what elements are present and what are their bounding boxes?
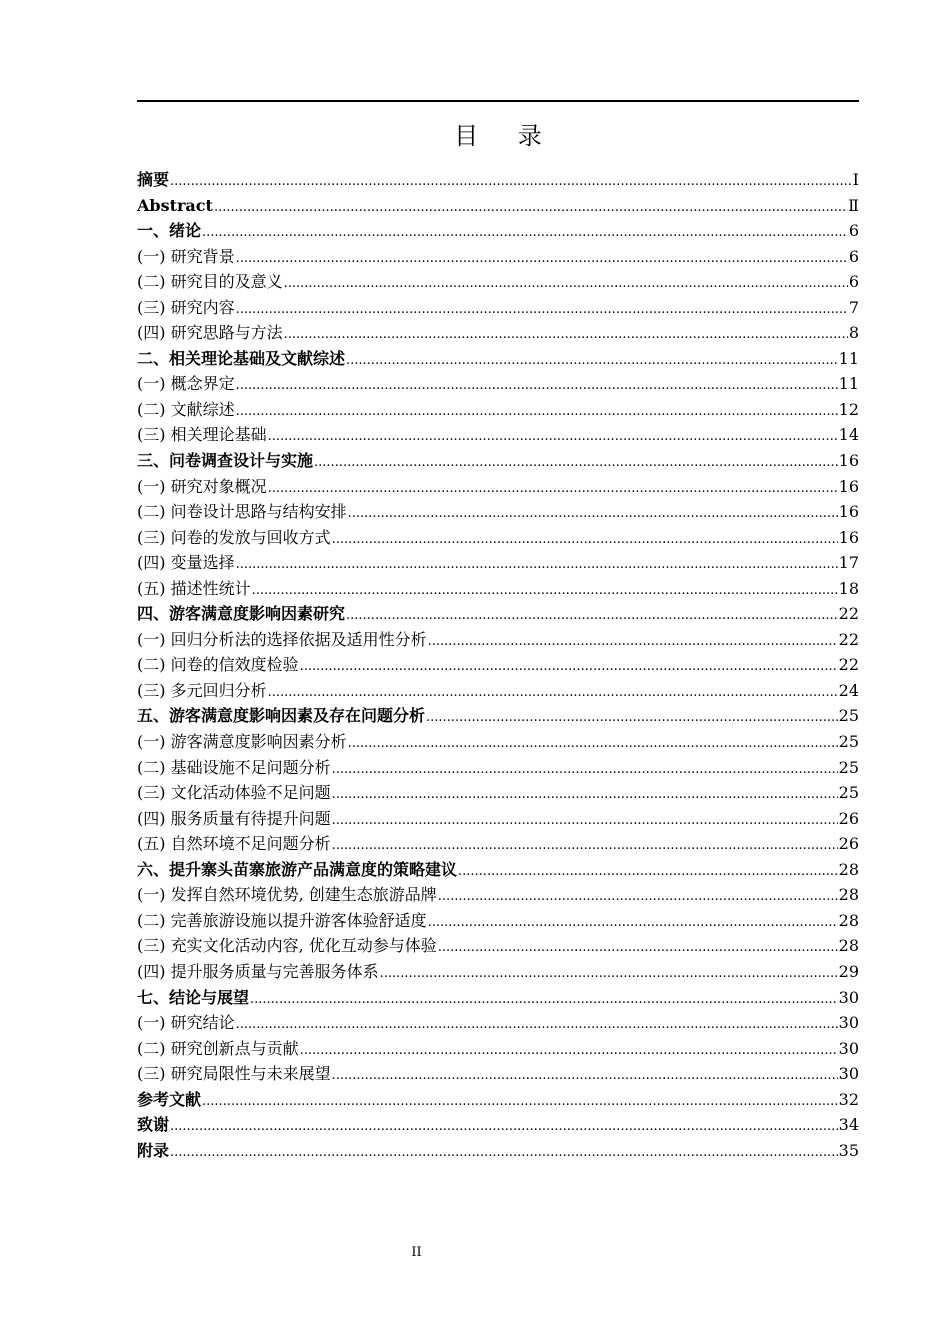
toc-entry[interactable]: [137, 806, 859, 832]
toc-entry[interactable]: [137, 474, 859, 500]
toc-entry-page: 14: [838, 425, 859, 445]
toc-entry[interactable]: [137, 1061, 859, 1087]
toc-dot-leader: [348, 501, 838, 527]
toc-entry-page: 22: [838, 629, 859, 649]
toc-entry-page: 35: [838, 1140, 859, 1160]
toc-entry-page: 17: [838, 553, 859, 573]
toc-entry-label: (四) 研究思路与方法: [137, 323, 283, 343]
toc-entry-label: (三) 多元回归分析: [137, 680, 267, 700]
toc-entry-page: 26: [838, 834, 859, 854]
toc-entry-page: 28: [838, 936, 859, 956]
toc-entry-label: 五、游客满意度影响因素及存在问题分析: [137, 706, 426, 726]
toc-entry-label: 四、游客满意度影响因素研究: [137, 604, 346, 624]
toc-entry-label: (三) 文化活动体验不足问题: [137, 783, 331, 803]
toc-entry-label: (二) 研究创新点与贡献: [137, 1038, 299, 1058]
toc-entry-label: Abstract: [137, 195, 213, 215]
toc-entry-label: (四) 提升服务质量与完善服务体系: [137, 961, 379, 981]
toc-entry-label: (二) 问卷设计思路与结构安排: [137, 502, 347, 522]
toc-entry[interactable]: [137, 703, 859, 729]
toc-entry-page: 25: [838, 706, 859, 726]
toc-dot-leader: [170, 1114, 838, 1140]
toc-dot-leader: [332, 757, 838, 783]
toc-entry-page: 26: [838, 808, 859, 828]
toc-dot-leader: [332, 1063, 838, 1089]
toc-dot-leader: [438, 884, 838, 910]
toc-dot-leader: [438, 935, 838, 961]
toc-entry-label: (二) 问卷的信效度检验: [137, 655, 299, 675]
toc-entry-page: Ⅰ: [852, 170, 859, 189]
toc-entry-page: 11: [838, 348, 859, 368]
toc-dot-leader: [428, 910, 838, 936]
toc-entry[interactable]: [137, 346, 859, 372]
toc-entry-label: 摘要: [137, 170, 170, 189]
toc-entry-page: 30: [838, 987, 859, 1007]
toc-entry-label: (三) 问卷的发放与回收方式: [137, 527, 331, 547]
toc-entry[interactable]: [137, 371, 859, 397]
toc-entry-label: (五) 描述性统计: [137, 578, 251, 598]
toc-entry[interactable]: [137, 397, 859, 423]
toc-entry-label: (一) 游客满意度影响因素分析: [137, 732, 347, 752]
toc-entry-label: (一) 发挥自然环境优势, 创建生态旅游品牌: [137, 885, 437, 905]
toc-entry[interactable]: [137, 678, 859, 704]
toc-entry-page: 30: [838, 1064, 859, 1084]
toc-dot-leader: [428, 629, 838, 655]
toc-entry-page: 30: [838, 1038, 859, 1058]
toc-entry[interactable]: [137, 167, 859, 193]
toc-entry[interactable]: [137, 1138, 859, 1164]
toc-entry-label: (一) 研究对象概况: [137, 476, 267, 496]
toc-entry-label: (五) 自然环境不足问题分析: [137, 834, 331, 854]
toc-entry-label: (四) 变量选择: [137, 553, 235, 573]
toc-dot-leader: [332, 808, 838, 834]
toc-entry-page: 30: [838, 1013, 859, 1033]
toc-entry-label: 参考文献: [137, 1089, 202, 1109]
toc-entry-page: 11: [838, 374, 859, 394]
toc-entry-label: (二) 基础设施不足问题分析: [137, 757, 331, 777]
toc-entry-page: 34: [838, 1115, 859, 1135]
table-of-contents: [137, 167, 859, 1163]
toc-entry-page: 24: [838, 680, 859, 700]
toc-dot-leader: [236, 399, 838, 425]
toc-dot-leader: [202, 220, 848, 246]
toc-entry[interactable]: [137, 269, 859, 295]
toc-entry[interactable]: [137, 218, 859, 244]
toc-entry[interactable]: [137, 1036, 859, 1062]
toc-dot-leader: [332, 527, 838, 553]
toc-entry-page: 22: [838, 655, 859, 675]
header-rule: [137, 100, 859, 102]
toc-dot-leader: [314, 450, 838, 476]
toc-entry-page: 16: [838, 451, 859, 471]
toc-entry-page: 16: [838, 527, 859, 547]
toc-entry-page: 22: [838, 604, 859, 624]
toc-entry-label: 二、相关理论基础及文献综述: [137, 348, 346, 368]
toc-entry-label: (二) 文献综述: [137, 399, 235, 419]
toc-entry[interactable]: [137, 780, 859, 806]
toc-entry[interactable]: [137, 959, 859, 985]
toc-dot-leader: [214, 195, 847, 221]
toc-entry[interactable]: [137, 320, 859, 346]
toc-entry-page: 6: [848, 272, 859, 292]
toc-dot-leader: [268, 424, 838, 450]
toc-dot-leader: [236, 1012, 838, 1038]
toc-entry-page: 28: [838, 885, 859, 905]
toc-dot-leader: [170, 1140, 838, 1166]
toc-dot-leader: [236, 552, 838, 578]
toc-dot-leader: [300, 654, 838, 680]
toc-dot-leader: [268, 476, 838, 502]
toc-entry-page: 29: [838, 961, 859, 981]
toc-dot-leader: [252, 578, 838, 604]
toc-entry[interactable]: [137, 831, 859, 857]
toc-dot-leader: [426, 705, 838, 731]
toc-dot-leader: [332, 782, 838, 808]
toc-entry[interactable]: [137, 448, 859, 474]
toc-dot-leader: [170, 169, 852, 195]
toc-dot-leader: [348, 731, 838, 757]
toc-entry[interactable]: [137, 601, 859, 627]
toc-dot-leader: [346, 348, 838, 374]
toc-entry-page: 32: [838, 1089, 859, 1109]
toc-entry[interactable]: [137, 882, 859, 908]
toc-dot-leader: [300, 1038, 838, 1064]
toc-entry-page: 7: [848, 297, 859, 317]
toc-entry-page: 28: [838, 910, 859, 930]
toc-entry-label: (二) 完善旅游设施以提升游客体验舒适度: [137, 910, 427, 930]
toc-entry-page: 6: [848, 221, 859, 241]
toc-dot-leader: [202, 1089, 838, 1115]
toc-entry[interactable]: [137, 576, 859, 602]
toc-entry[interactable]: [137, 499, 859, 525]
toc-entry-page: 16: [838, 502, 859, 522]
toc-entry-label: 一、绪论: [137, 221, 202, 241]
toc-entry[interactable]: [137, 627, 859, 653]
toc-dot-leader: [332, 833, 838, 859]
toc-entry[interactable]: [137, 857, 859, 883]
toc-entry-page: 12: [838, 399, 859, 419]
toc-entry-page: 16: [838, 476, 859, 496]
toc-entry-page: 25: [838, 757, 859, 777]
toc-entry[interactable]: [137, 933, 859, 959]
toc-entry-label: 六、提升寨头苗寨旅游产品满意度的策略建议: [137, 859, 458, 879]
toc-entry-label: (一) 回归分析法的选择依据及适用性分析: [137, 629, 427, 649]
toc-entry-page: 28: [838, 859, 859, 879]
toc-entry[interactable]: [137, 908, 859, 934]
toc-dot-leader: [284, 271, 848, 297]
toc-entry-page: 6: [848, 246, 859, 266]
toc-entry-label: (一) 研究背景: [137, 246, 235, 266]
toc-entry[interactable]: [137, 1112, 859, 1138]
page-number: II: [411, 1245, 422, 1260]
toc-entry[interactable]: [137, 755, 859, 781]
toc-entry[interactable]: [137, 295, 859, 321]
toc-dot-leader: [458, 859, 838, 885]
toc-entry[interactable]: [137, 422, 859, 448]
toc-dot-leader: [250, 987, 838, 1013]
toc-dot-leader: [380, 961, 838, 987]
toc-entry[interactable]: [137, 193, 859, 219]
toc-entry-label: (三) 研究内容: [137, 297, 235, 317]
toc-entry-page: Ⅱ: [848, 195, 859, 215]
toc-dot-leader: [346, 603, 838, 629]
toc-entry-label: 三、问卷调查设计与实施: [137, 451, 314, 471]
toc-entry[interactable]: [137, 244, 859, 270]
toc-entry-label: (三) 研究局限性与未来展望: [137, 1064, 331, 1084]
toc-entry[interactable]: [137, 525, 859, 551]
toc-entry-label: 七、结论与展望: [137, 987, 250, 1007]
toc-entry-page: 18: [838, 578, 859, 598]
toc-entry-label: 致谢: [137, 1115, 170, 1135]
toc-entry-page: 8: [848, 323, 859, 343]
toc-dot-leader: [236, 373, 838, 399]
toc-entry-label: (一) 概念界定: [137, 374, 235, 394]
toc-entry[interactable]: [137, 1010, 859, 1036]
toc-entry-label: (三) 充实文化活动内容, 优化互动参与体验: [137, 936, 437, 956]
toc-entry-page: 25: [838, 783, 859, 803]
toc-dot-leader: [236, 297, 848, 323]
toc-entry[interactable]: [137, 985, 859, 1011]
toc-entry[interactable]: [137, 652, 859, 678]
toc-entry-label: (三) 相关理论基础: [137, 425, 267, 445]
toc-entry-label: (二) 研究目的及意义: [137, 272, 283, 292]
toc-dot-leader: [268, 680, 838, 706]
toc-entry-page: 25: [838, 732, 859, 752]
toc-dot-leader: [284, 322, 848, 348]
toc-entry-label: 附录: [137, 1140, 170, 1160]
toc-dot-leader: [236, 246, 848, 272]
toc-entry[interactable]: [137, 550, 859, 576]
toc-entry[interactable]: [137, 1087, 859, 1113]
toc-entry[interactable]: [137, 729, 859, 755]
toc-entry-label: (四) 服务质量有待提升问题: [137, 808, 331, 828]
page-title: 目 录: [454, 122, 558, 150]
toc-entry-label: (一) 研究结论: [137, 1013, 235, 1033]
